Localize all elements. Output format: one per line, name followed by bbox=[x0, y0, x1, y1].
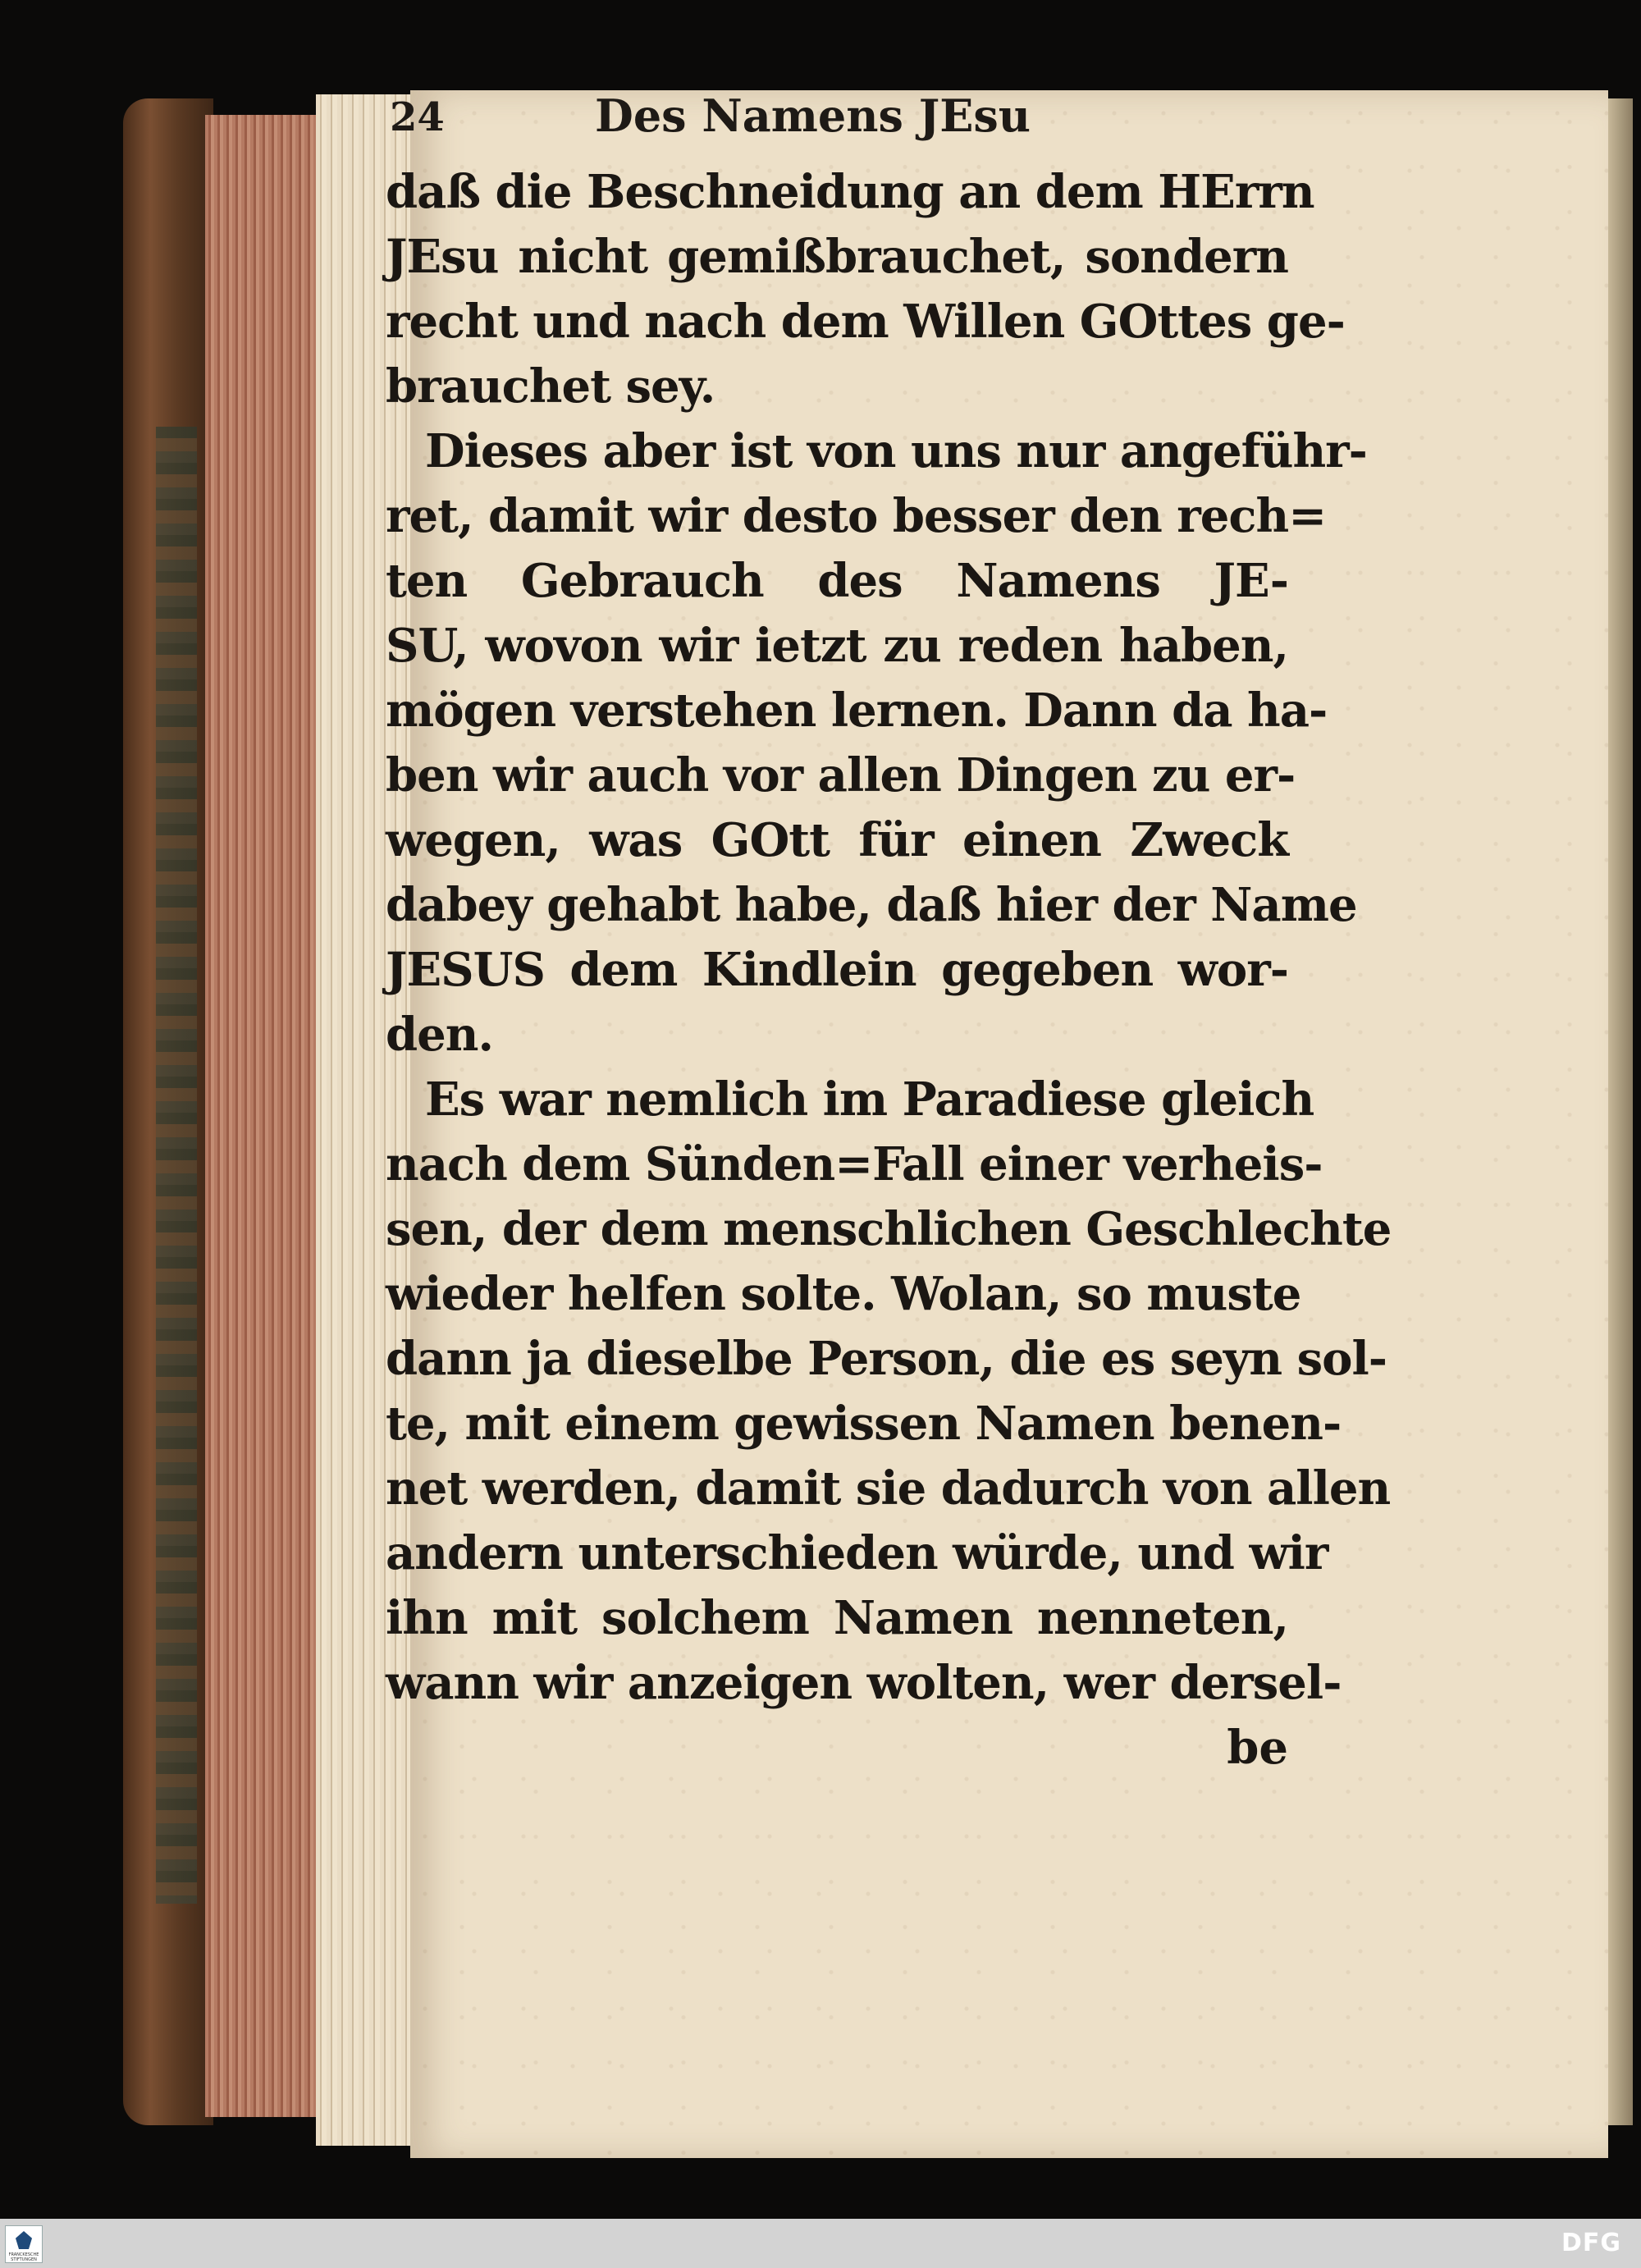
text-line: brauchet sey. bbox=[386, 359, 715, 414]
text-line: mögen verstehen lernen. Dann da ha- bbox=[386, 684, 1328, 738]
text-line: ret, damit wir desto besser den rech= bbox=[386, 489, 1327, 543]
logo-label: FRANCKESCHE STIFTUNGEN bbox=[8, 2252, 39, 2262]
running-title: Des Namens JEsu bbox=[595, 89, 1031, 142]
text-line: SU, wovon wir ietzt zu reden haben, bbox=[386, 619, 1288, 673]
text-line: net werden, damit sie dadurch von allen bbox=[386, 1461, 1391, 1516]
text-line: dabey gehabt habe, daß hier der Name bbox=[386, 878, 1357, 932]
text-line: sen, der dem menschlichen Geschlechte bbox=[386, 1202, 1392, 1256]
text-line: nach dem Sünden=Fall einer verheis- bbox=[386, 1137, 1323, 1191]
text-line: JEsu nicht gemißbrauchet, sondern bbox=[386, 230, 1288, 284]
text-line: daß die Beschneidung an dem HErrn bbox=[386, 165, 1314, 219]
book-cover bbox=[123, 98, 213, 2125]
text-line: ihn mit solchem Namen nenneten, bbox=[386, 1591, 1288, 1645]
text-line: ten Gebrauch des Namens JE- bbox=[386, 554, 1288, 608]
text-line: Dieses aber ist von uns nur angeführ- bbox=[425, 424, 1367, 478]
page-number: 24 bbox=[390, 94, 445, 140]
facing-page-edge bbox=[1608, 98, 1633, 2125]
body-text bbox=[386, 160, 1392, 1781]
text-line: den. bbox=[386, 1008, 493, 1062]
text-line: wann wir anzeigen wolten, wer dersel- bbox=[386, 1656, 1342, 1710]
catchword: be bbox=[1227, 1721, 1288, 1775]
text-line: Es war nemlich im Paradiese gleich bbox=[425, 1072, 1314, 1127]
text-line: te, mit einem gewissen Namen benen- bbox=[386, 1397, 1342, 1451]
text-line: wegen, was GOtt für einen Zweck bbox=[386, 813, 1288, 867]
text-line: recht und nach dem Willen GOttes ge- bbox=[386, 295, 1345, 349]
viewer-footer bbox=[0, 2219, 1641, 2268]
page-edges-red bbox=[205, 115, 320, 2117]
institution-logo-icon[interactable] bbox=[5, 2225, 43, 2263]
text-line: ben wir auch vor allen Dingen zu er- bbox=[386, 748, 1296, 802]
text-line: andern unterschieden würde, und wir bbox=[386, 1526, 1328, 1580]
dfg-logo: DFG bbox=[1561, 2229, 1621, 2257]
text-line: wieder helfen solte. Wolan, so muste bbox=[386, 1267, 1301, 1321]
text-line: dann ja dieselbe Person, die es seyn sol- bbox=[386, 1332, 1387, 1386]
cover-marbling bbox=[156, 427, 197, 1904]
text-line: JESUS dem Kindlein gegeben wor- bbox=[386, 943, 1288, 997]
page-header bbox=[390, 78, 1210, 168]
